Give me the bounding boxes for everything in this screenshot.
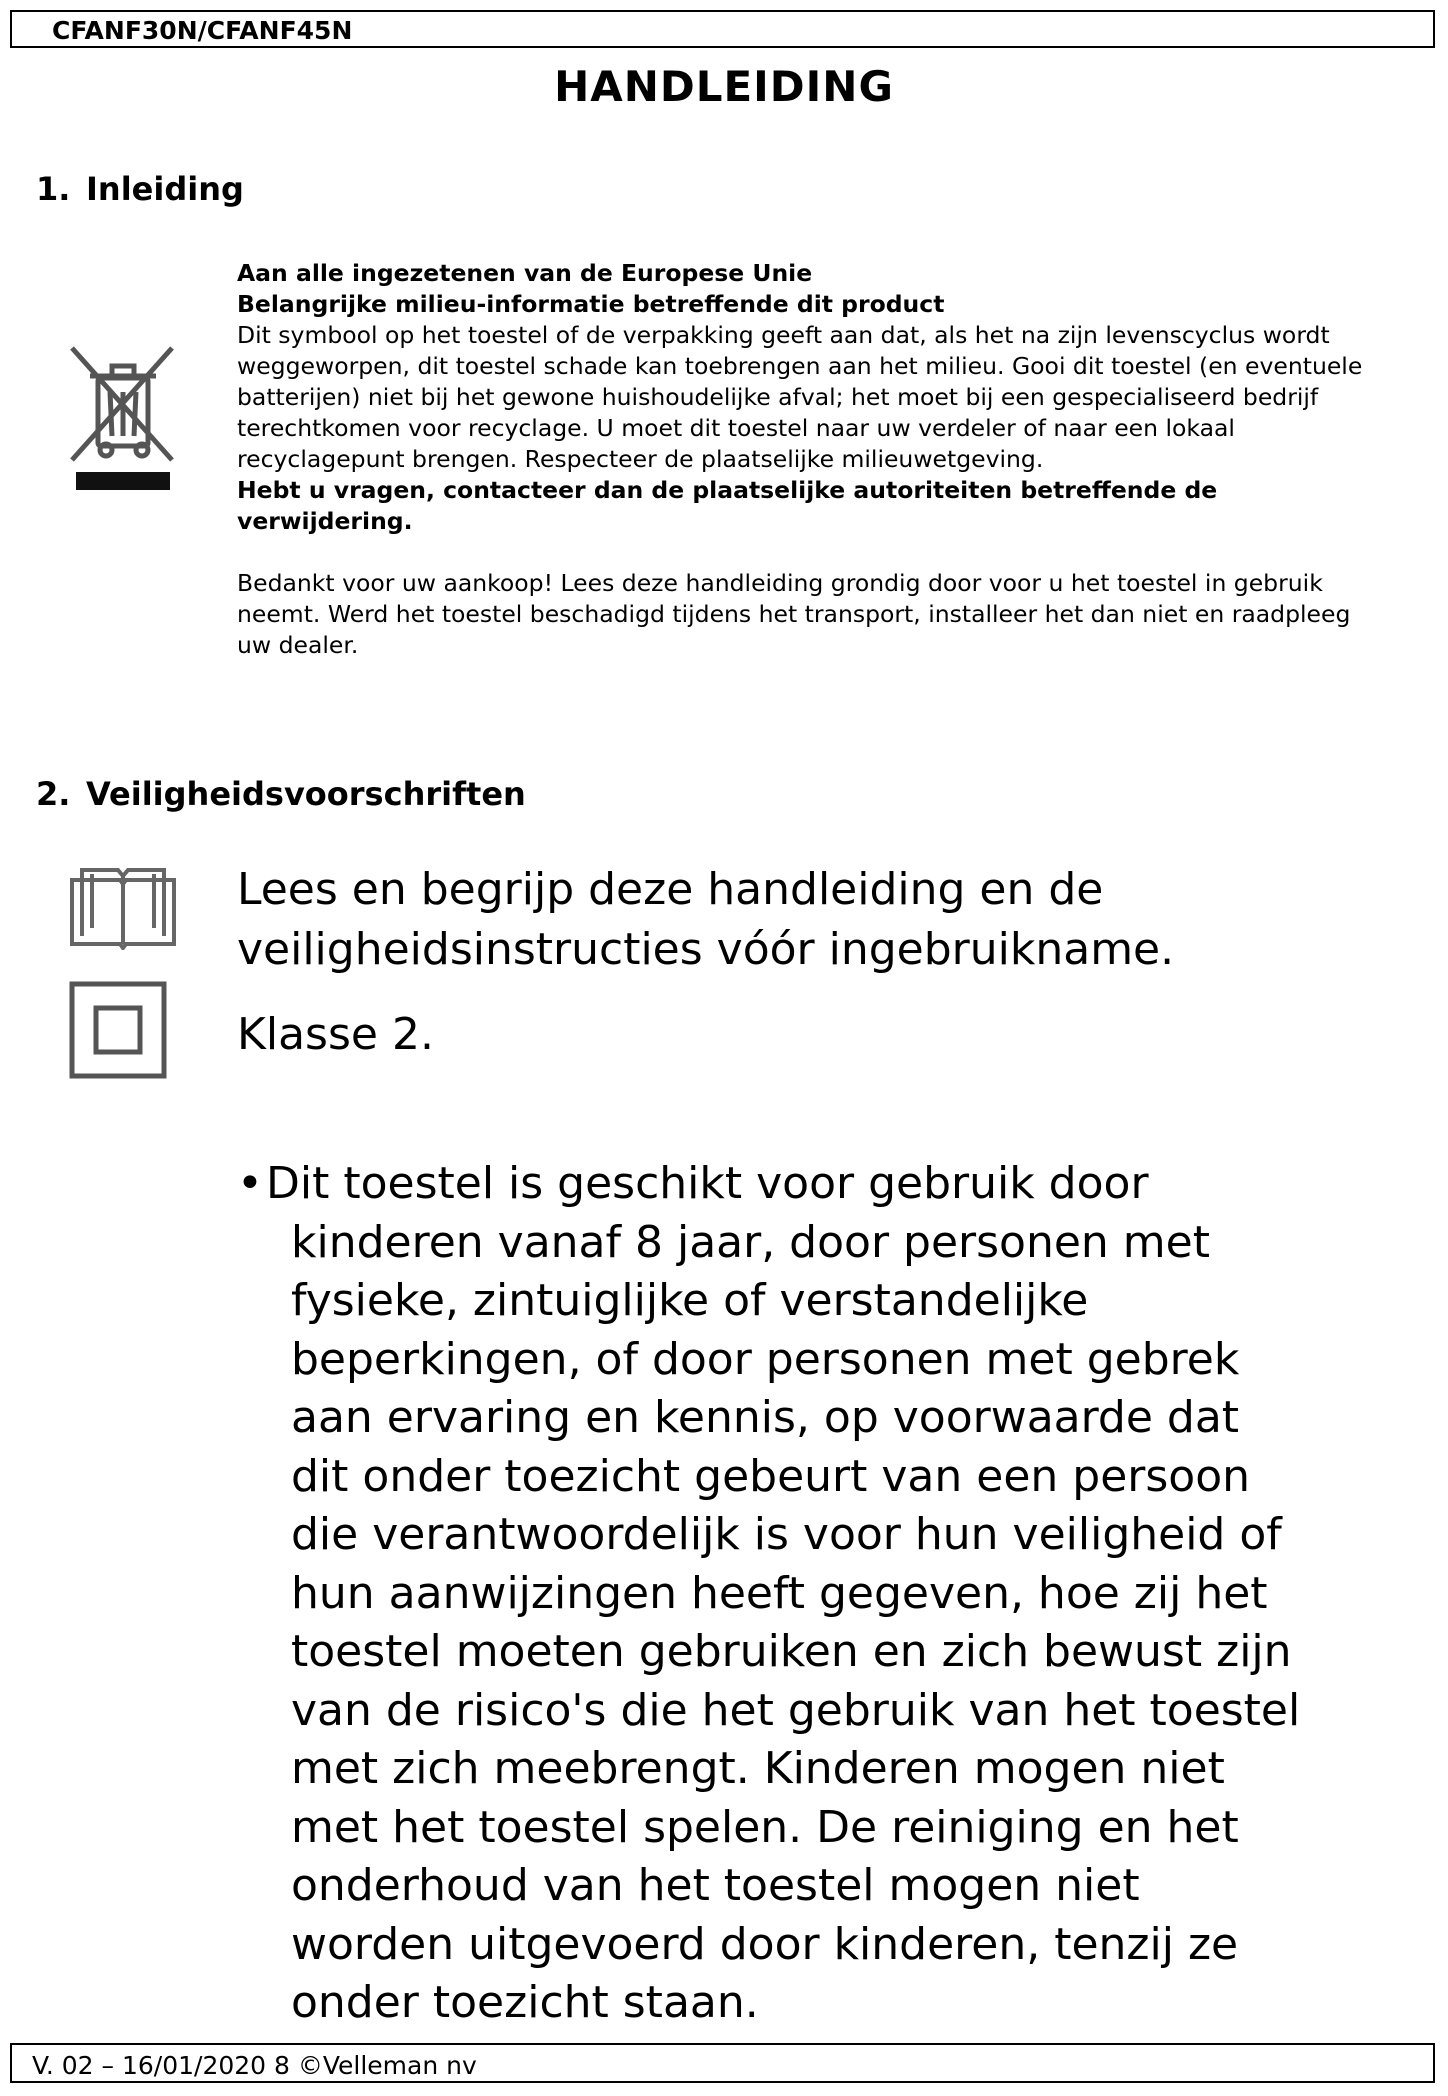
eu-question: Hebt u vragen, contacteer dan de plaatselijke autoriteiten betreffende de verwijdering.	[237, 476, 1218, 535]
bullet-line: hun aanwijzingen heeft gegeven, hoe zij het	[291, 1567, 1268, 1619]
bullet-line: kinderen vanaf 8 jaar, door personen met	[291, 1216, 1210, 1268]
book-icon	[68, 866, 178, 950]
bullet-line: met zich meebrengt. Kinderen mogen niet	[291, 1743, 1225, 1794]
bullet-line: van de risico's die het gebruik van het toestel	[291, 1684, 1301, 1736]
bullet-line: Dit toestel is geschikt voor gebruik door	[266, 1158, 1149, 1209]
bullet-line: worden uitgevoerd door kinderen, tenzij ze	[291, 1918, 1239, 1970]
eu-body: Dit symbool op het toestel of de verpakking geeft aan dat, als het na zijn levenscyclus wordt weggeworpen, dit toestel schade kan toebrengen aan het milieu. Gooi dit toestel (en eventuele batterijen) niet bij het gewone huishoudelijke afval; het moet bij een gespecialiseerd bedrijf terechtkomen voor recyclage. U moet dit toestel naar uw verdeler of naar een lokaal recyclagepunt brengen. Respecteer de plaatselijke milieuwetgeving.	[237, 321, 1363, 473]
bullet-mark: •	[237, 1158, 263, 1209]
bullet-line: onder toezicht staan.	[291, 1977, 759, 2028]
page-title: HANDLEIDING	[554, 62, 894, 111]
read-manual-line-1: Lees en begrijp deze handleiding en de	[237, 864, 1104, 915]
footer-box	[10, 2043, 1435, 2083]
class2-text: Klasse 2.	[237, 1009, 434, 1060]
section-1-title: Inleiding	[86, 170, 244, 208]
bullet-line: onderhoud van het toestel mogen niet	[291, 1860, 1140, 1911]
section-1-heading	[36, 170, 244, 208]
read-manual-line-2: veiligheidsinstructies vóór ingebruikname.	[237, 924, 1175, 975]
bullet-line: aan ervaring en kennis, op voorwaarde dat	[291, 1392, 1240, 1443]
section-1-number: 1.	[36, 170, 71, 208]
footer-text: V. 02 – 16/01/2020 8 ©Velleman nv	[32, 2051, 477, 2080]
bullet-line: fysieke, zintuiglijke of verstandelijke	[291, 1275, 1089, 1326]
bullet-line: die verantwoordelijk is voor hun veiligheid of	[291, 1509, 1282, 1560]
crossed-out-bin-icon	[68, 340, 178, 490]
bullet-text	[237, 1155, 1407, 2033]
thanks-paragraph: Bedankt voor uw aankoop! Lees deze handleiding grondig door voor u het toestel in gebruik neemt. Werd het toestel beschadigd tijdens het transport, installeer het dan niet en raadpleeg uw dealer.	[237, 569, 1351, 659]
section-2-title: Veiligheidsvoorschriften	[86, 775, 526, 813]
intro-block	[237, 258, 1367, 661]
section-2-heading	[36, 775, 526, 813]
bullet-line: met het toestel spelen. De reiniging en het	[291, 1801, 1239, 1853]
bullet-line: beperkingen, of door personen met gebrek	[291, 1333, 1240, 1385]
safety-bullet	[237, 1155, 1407, 2033]
bullet-line: dit onder toezicht gebeurt van een persoon	[291, 1450, 1250, 1502]
bullet-line: toestel moeten gebruiken en zich bewust zijn	[291, 1626, 1292, 1677]
model-number: CFANF30N/CFANF45N	[52, 16, 353, 45]
eu-subtitle: Belangrijke milieu-informatie betreffende dit product	[237, 290, 945, 318]
header-box	[10, 10, 1435, 48]
double-square-icon	[68, 980, 168, 1080]
eu-title: Aan alle ingezetenen van de Europese Unie	[237, 259, 813, 287]
section-2-number: 2.	[36, 775, 71, 813]
